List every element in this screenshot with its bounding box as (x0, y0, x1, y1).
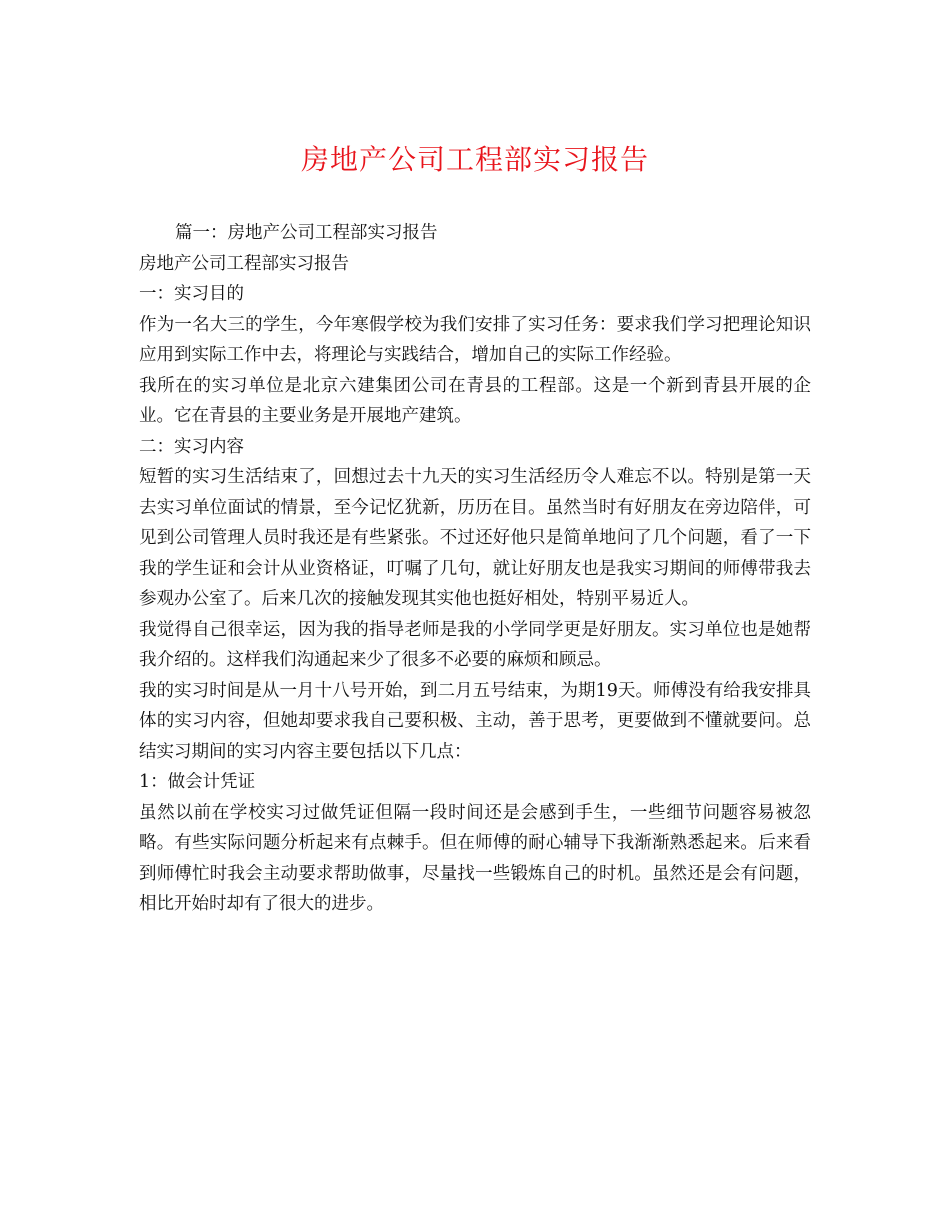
section-heading: 篇一：房地产公司工程部实习报告 (175, 223, 438, 243)
report-title-line: 房地产公司工程部实习报告 (139, 253, 349, 274)
document-title: 房地产公司工程部实习报告 (300, 143, 649, 176)
body-paragraph: 作为一名大三的学生，今年寒假学校为我们安排了实习任务：要求我们学习把理论知识应用到实际工作中去，将理论与实践结合，增加自己的实际工作经验。 (139, 314, 811, 365)
body-paragraph: 短暂的实习生活结束了，回想过去十九天的实习生活经历令人难忘不以。特别是第一天去实习单位面试的情景，至今记忆犹新，历历在目。虽然当时有好朋友在旁边陪伴，可见到公司管理人员时我还是有些紧张。不过还好他只是简单地问了几个问题，看了一下我的学生证和会计从业资格证，叮嘱了几句，就让好朋友也是我实习期间的师傅带我去参观办公室了。后来几次的接触发现其实他也挺好相处，特别平易近人。 (139, 467, 811, 609)
section-heading: 二：实习内容 (139, 436, 244, 457)
section-heading: 一：实习目的 (139, 284, 244, 304)
body-paragraph: 我的实习时间是从一月十八号开始，到二月五号结束，为期19天。师傅没有给我安排具体的实习内容，但她却要求我自己要积极、主动，善于思考，更要做到不懂就要问。总结实习期间的实习内容主要包括以下几点： (139, 680, 811, 762)
subsection-heading: 1：做会计凭证 (139, 772, 256, 792)
body-paragraph: 我所在的实习单位是北京六建集团公司在青县的工程部。这是一个新到青县开展的企业。它在青县的主要业务是开展地产建筑。 (139, 375, 811, 426)
document-body (139, 218, 811, 920)
body-paragraph: 虽然以前在学校实习过做凭证但隔一段时间还是会感到手生，一些细节问题容易被忽略。有些实际问题分析起来有点棘手。但在师傅的耐心辅导下我渐渐熟悉起来。后来看到师傅忙时我会主动要求帮助做事，尽量找一些锻炼自己的时机。虽然还是会有问题，相比开始时却有了很大的进步。 (139, 802, 811, 914)
body-paragraph: 我觉得自己很幸运，因为我的指导老师是我的小学同学更是好朋友。实习单位也是她帮我介绍的。这样我们沟通起来少了很多不必要的麻烦和顾忌。 (139, 619, 811, 670)
